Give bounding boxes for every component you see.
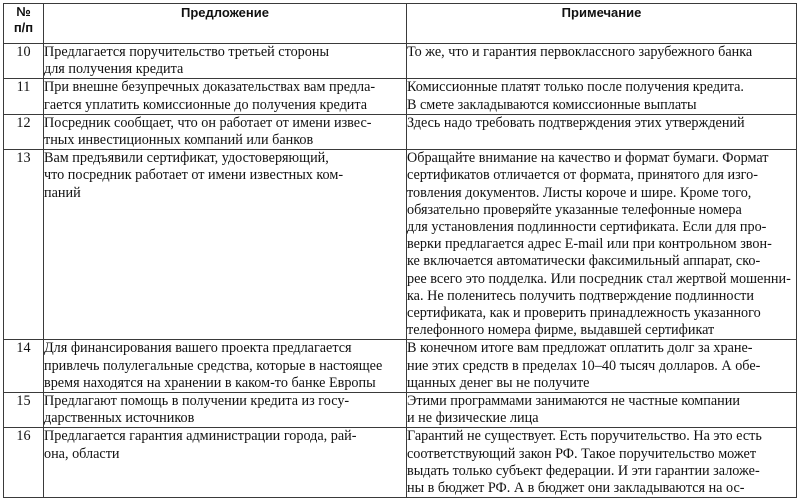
header-proposal: [44, 4, 407, 44]
row-number: 10: [4, 44, 44, 79]
row-number: 16: [4, 428, 44, 498]
row-proposal: Вам предъявили сертификат, удостоверяющий, что посредник работает от имени известных ком- паний: [44, 150, 407, 340]
row-note: Комиссионные платят только после получения кредита. В смете закладываются комиссионные выплаты: [407, 79, 797, 114]
recommendations-table: [3, 3, 797, 498]
table-row: [4, 428, 797, 498]
row-note: Обращайте внимание на качество и формат бумаги. Формат сертификатов отличается от формата, принятого для изго- товления документов. Листы короче и шире. Кроме того, обязательно проверяйте указанные телефонные номера для установления подлинности сертификата. Если для про- верки предлагается адрес E-mail или при контрольном звон- ке включается автоматически факсимильный аппарат, ско- рее всего это подделка. Или посредник стал жертвой мошенни- ка. Не поленитесь получить подтверждение подлинности сертификата, как и проверить принадлежность указанного телефонного номера фирме, выдавшей сертификат: [407, 150, 797, 340]
header-proposal-label: Предложение: [181, 5, 269, 20]
row-note: Здесь надо требовать подтверждения этих утверждений: [407, 114, 797, 149]
row-proposal: Предлагается поручительство третьей стороны для получения кредита: [44, 44, 407, 79]
table-row: [4, 114, 797, 149]
row-note: В конечном итоге вам предложат оплатить долг за хране- ние этих средств в пределах 10–40 тысяч долларов. А обе- щанных денег вы не получите: [407, 340, 797, 393]
row-note: Гарантий не существует. Есть поручительство. На это есть соответствующий закон РФ. Такое поручительство может выдать только субъект федерации. И эти гарантии заложе- ны в бюджет РФ. А в бюджет они закладываются на ос-: [407, 428, 797, 498]
row-note: Этими программами занимаются не частные компании и не физические лица: [407, 393, 797, 428]
row-note: То же, что и гарантия первоклассного зарубежного банка: [407, 44, 797, 79]
row-number: 14: [4, 340, 44, 393]
table-row: [4, 44, 797, 79]
row-proposal: При внешне безупречных доказательствах вам предла- гается уплатить комиссионные до получения кредита: [44, 79, 407, 114]
row-number: 12: [4, 114, 44, 149]
row-number: 11: [4, 79, 44, 114]
header-number: [4, 4, 44, 44]
header-note: [407, 4, 797, 44]
row-proposal: Для финансирования вашего проекта предлагается привлечь полулегальные средства, которые в настоящее время находятся на хранении в каком-то банке Европы: [44, 340, 407, 393]
row-proposal: Посредник сообщает, что он работает от имени извес- тных инвестиционных компаний или банков: [44, 114, 407, 149]
row-number: 15: [4, 393, 44, 428]
table-row: [4, 150, 797, 340]
table-row: [4, 393, 797, 428]
header-note-label: Примечание: [561, 5, 642, 20]
table-header-row: [4, 4, 797, 44]
table-row: [4, 340, 797, 393]
header-number-label: № п/п: [13, 4, 34, 35]
row-proposal: Предлагается гарантия администрации города, рай- она, области: [44, 428, 407, 498]
row-number: 13: [4, 150, 44, 340]
table-row: [4, 79, 797, 114]
row-proposal: Предлагают помощь в получении кредита из госу- дарственных источников: [44, 393, 407, 428]
